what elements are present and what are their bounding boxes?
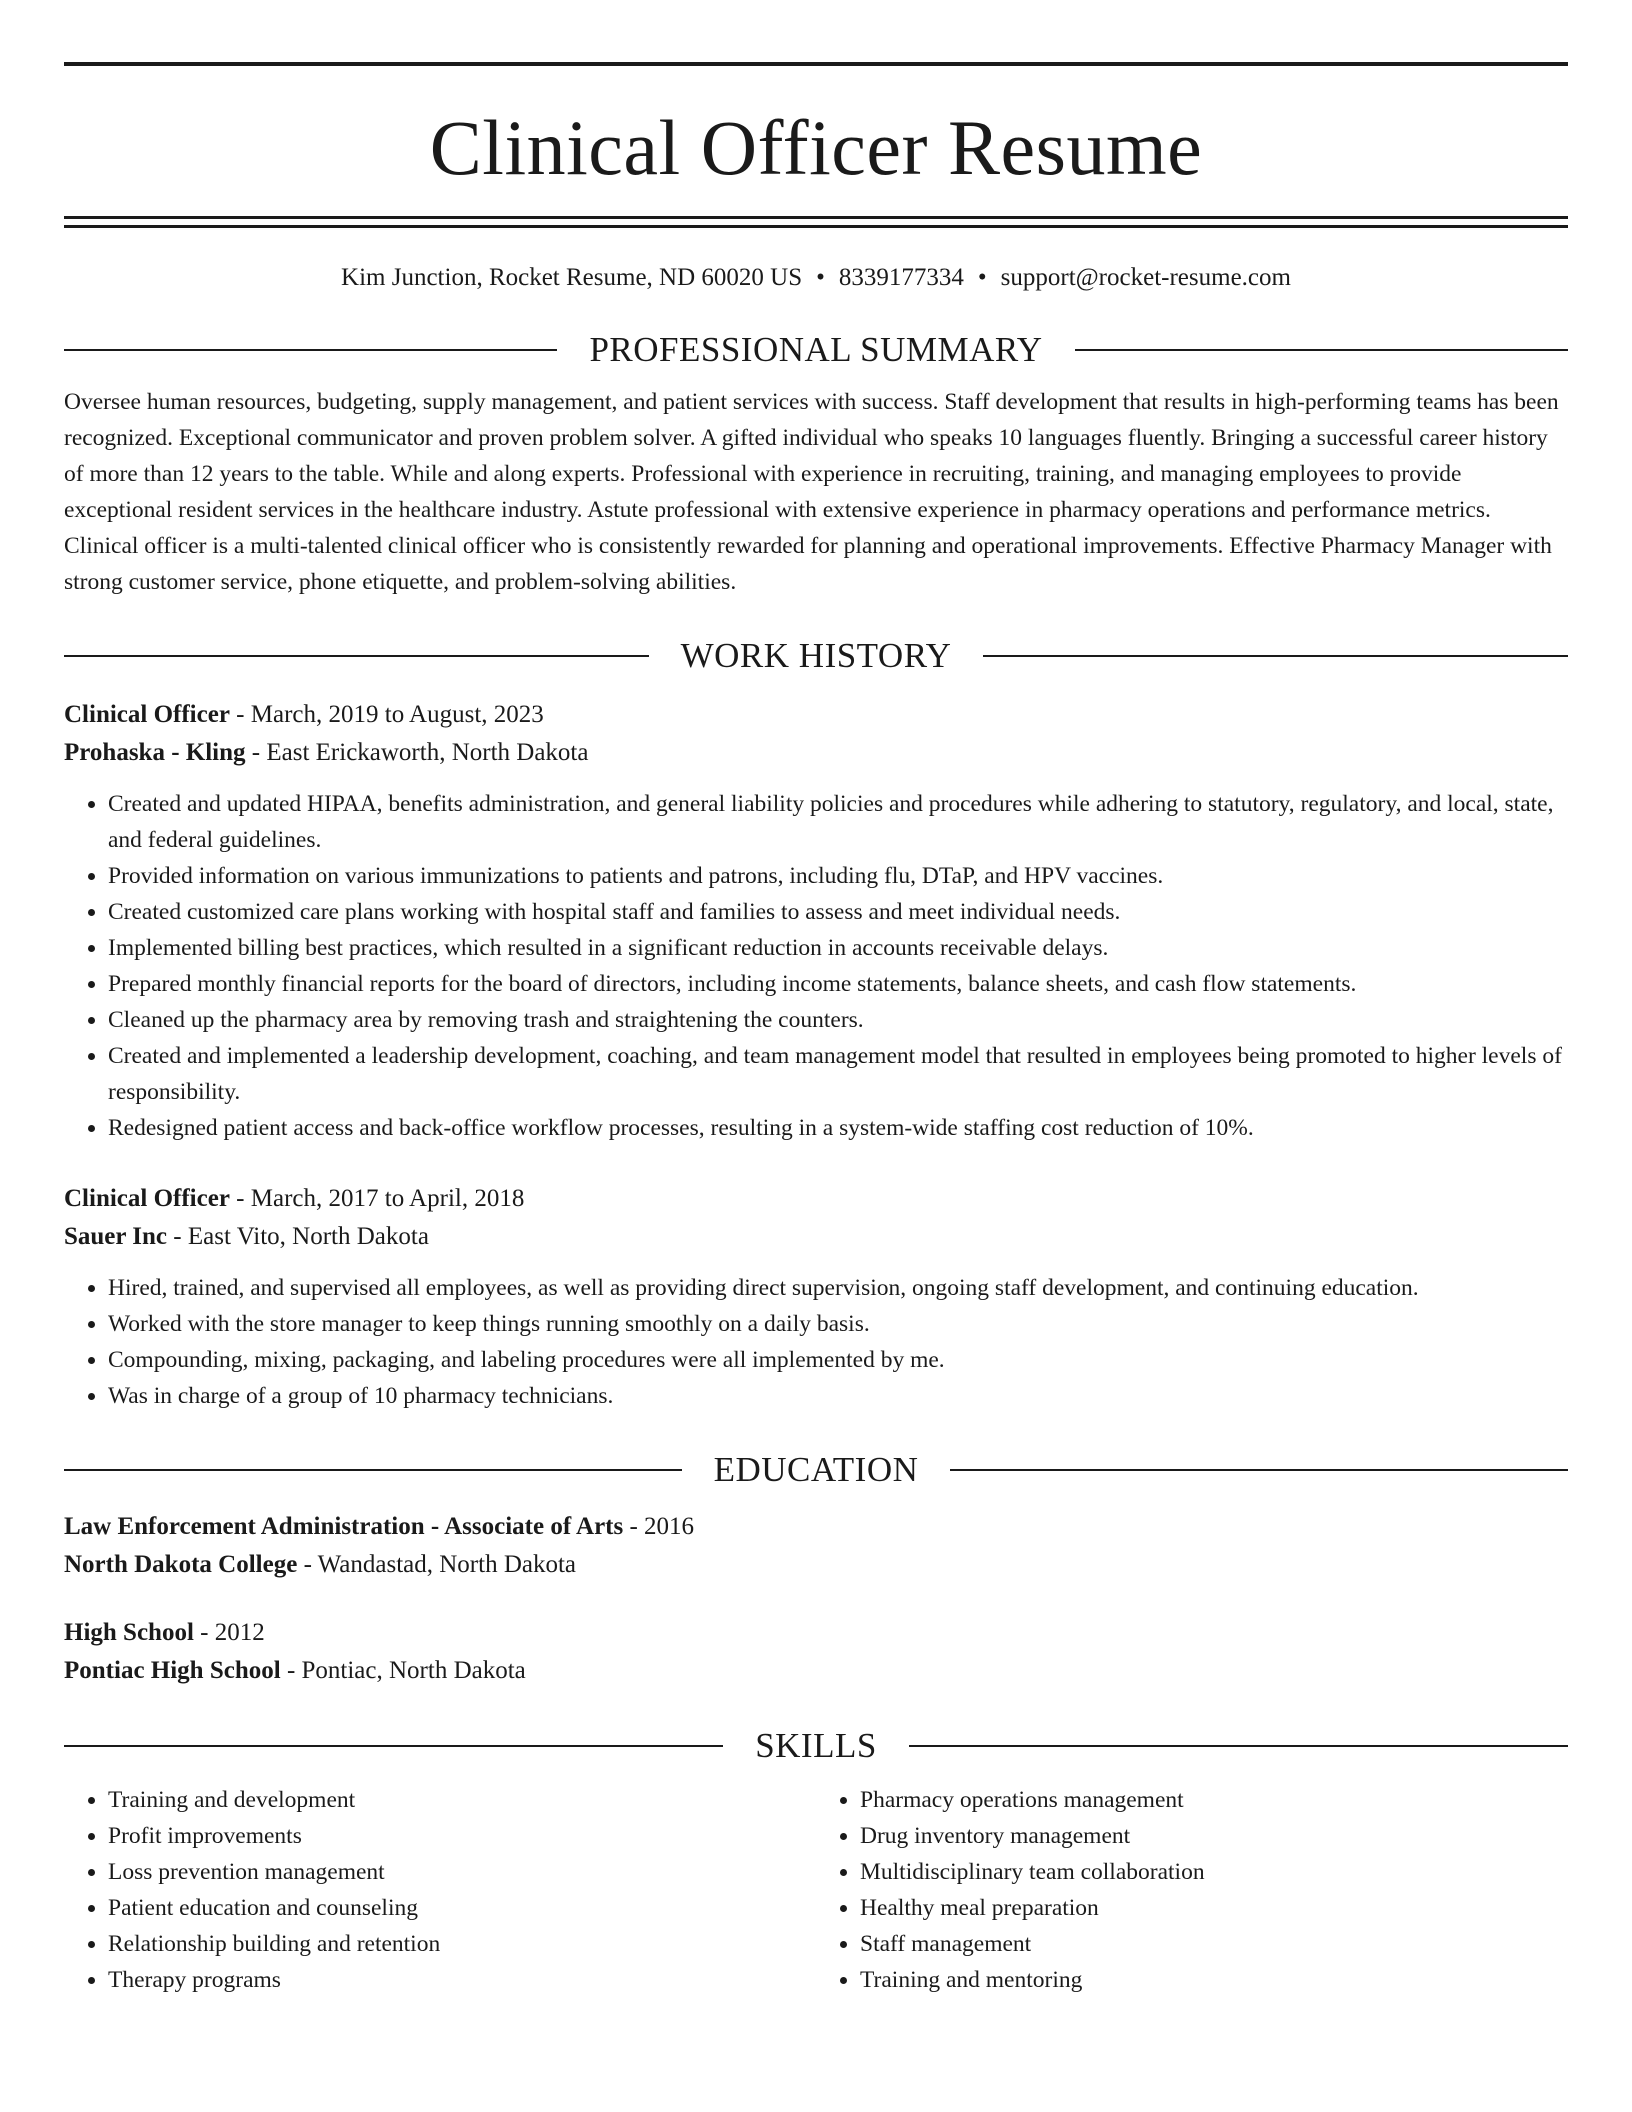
skill-item: • Loss prevention management [108, 1854, 816, 1890]
job-company: Sauer Inc [64, 1223, 168, 1250]
job-bullet: • Hired, trained, and supervised all employees, as well as providing direct supervision, ongoing staff development, and continuing education. [108, 1270, 1568, 1306]
edu-year: - 2016 [623, 1513, 695, 1540]
resume-page [64, 62, 1568, 1998]
job-bullet: • Redesigned patient access and back-office workflow processes, resulting in a system-wide staffing cost reduction of 10%. [108, 1110, 1568, 1146]
edu-school-line [64, 1652, 1568, 1690]
edu-year: - 2012 [193, 1619, 265, 1646]
job-title-line [64, 696, 1568, 734]
divider [950, 1469, 1568, 1471]
section-header-skills [64, 1724, 1568, 1768]
job-dates: - March, 2019 to August, 2023 [229, 701, 544, 728]
section-title-summary: PROFESSIONAL SUMMARY [589, 330, 1043, 369]
edu-degree: High School [64, 1619, 194, 1646]
edu-degree-line [64, 1614, 1568, 1652]
divider [64, 1745, 723, 1747]
job-bullet: • Created customized care plans working with hospital staff and families to assess and meet individual needs. [108, 894, 1568, 930]
section-header-summary [64, 328, 1568, 372]
job-location: - East Vito, North Dakota [167, 1223, 429, 1250]
resume-title: Clinical Officer Resume [429, 104, 1203, 191]
job-entry [64, 696, 1568, 1146]
edu-location: - Pontiac, North Dakota [280, 1657, 526, 1684]
contact-separator: • [977, 264, 987, 291]
divider [64, 1469, 682, 1471]
edu-degree: Law Enforcement Administration - Associate of Arts [64, 1513, 624, 1540]
top-rule [64, 62, 1568, 66]
job-bullet: • Provided information on various immunizations to patients and patrons, including flu, DTaP, and HPV vaccines. [108, 858, 1568, 894]
contact-line [64, 262, 1568, 294]
section-title-education: EDUCATION [713, 1450, 919, 1489]
job-company-line [64, 734, 1568, 772]
section-header-education [64, 1448, 1568, 1492]
section-title-work: WORK HISTORY [680, 636, 952, 675]
divider [1075, 349, 1568, 351]
divider [983, 655, 1568, 657]
summary-text: Oversee human resources, budgeting, supply management, and patient services with success. Staff development that results in high-performing teams has been recognized. Exceptional communicator and proven problem solver. A gifted individual who speaks 10 languages fluently. Bringing a successful career history of more than 12 years to the table. While and along experts. Professional with experience in recruiting, training, and managing employees to provide exceptional resident services in the healthcare industry. Astute professional with extensive experience in pharmacy operations and performance metrics. Clinical officer is a multi-talented clinical officer who is consistently rewarded for planning and operational improvements. Effective Pharmacy Manager with strong customer service, phone etiquette, and problem-solving abilities. [64, 389, 1559, 595]
skill-item: • Healthy meal preparation [860, 1890, 1568, 1926]
job-bullets [64, 1270, 1568, 1414]
skills-columns [64, 1782, 1568, 1998]
job-bullet: • Prepared monthly financial reports for the board of directors, including income statements, balance sheets, and cash flow statements. [108, 966, 1568, 1002]
contact-email: support@rocket-resume.com [1000, 264, 1291, 291]
skills-list-right [816, 1782, 1568, 1998]
title-double-rule [64, 216, 1568, 228]
job-title: Clinical Officer [64, 701, 230, 728]
contact-address: Kim Junction, Rocket Resume, ND 60020 US [341, 264, 803, 291]
job-location: - East Erickaworth, North Dakota [245, 739, 589, 766]
section-title-skills: SKILLS [755, 1726, 877, 1765]
skill-item: • Drug inventory management [860, 1818, 1568, 1854]
skill-item: • Pharmacy operations management [860, 1782, 1568, 1818]
divider [64, 655, 649, 657]
contact-separator: • [816, 264, 825, 291]
edu-degree-line [64, 1508, 1568, 1546]
job-bullet: • Worked with the store manager to keep things running smoothly on a daily basis. [108, 1306, 1568, 1342]
education-entry [64, 1614, 1568, 1690]
divider [64, 349, 557, 351]
skill-item: • Patient education and counseling [108, 1890, 816, 1926]
divider [909, 1745, 1568, 1747]
contact-phone: 8339177334 [838, 264, 964, 291]
job-bullet: • Cleaned up the pharmacy area by removing trash and straightening the counters. [108, 1002, 1568, 1038]
job-bullet: • Implemented billing best practices, which resulted in a significant reduction in accounts receivable delays. [108, 930, 1568, 966]
skill-item: • Profit improvements [108, 1818, 816, 1854]
skills-list-left [64, 1782, 816, 1998]
job-entry [64, 1180, 1568, 1414]
skill-item: • Multidisciplinary team collaboration [860, 1854, 1568, 1890]
job-bullet: • Created and updated HIPAA, benefits administration, and general liability policies and procedures while adhering to statutory, regulatory, and local, state, and federal guidelines. [108, 786, 1568, 858]
job-bullet: • Compounding, mixing, packaging, and labeling procedures were all implemented by me. [108, 1342, 1568, 1378]
job-title: Clinical Officer [64, 1185, 230, 1212]
education-entry [64, 1508, 1568, 1584]
edu-school: Pontiac High School [64, 1657, 281, 1684]
skill-item: • Training and development [108, 1782, 816, 1818]
job-company: Prohaska - Kling [64, 739, 246, 766]
job-dates: - March, 2017 to April, 2018 [229, 1185, 525, 1212]
job-bullet: • Was in charge of a group of 10 pharmacy technicians. [108, 1378, 1568, 1414]
edu-school-line [64, 1546, 1568, 1584]
section-header-work [64, 634, 1568, 678]
job-bullets [64, 786, 1568, 1146]
skill-item: • Relationship building and retention [108, 1926, 816, 1962]
edu-location: - Wandastad, North Dakota [297, 1551, 577, 1578]
skill-item: • Therapy programs [108, 1962, 816, 1998]
skill-item: • Training and mentoring [860, 1962, 1568, 1998]
skill-item: • Staff management [860, 1926, 1568, 1962]
job-bullet: • Created and implemented a leadership development, coaching, and team management model that resulted in employees being promoted to higher levels of responsibility. [108, 1038, 1568, 1110]
edu-school: North Dakota College [64, 1551, 298, 1578]
job-company-line [64, 1218, 1568, 1256]
job-title-line [64, 1180, 1568, 1218]
